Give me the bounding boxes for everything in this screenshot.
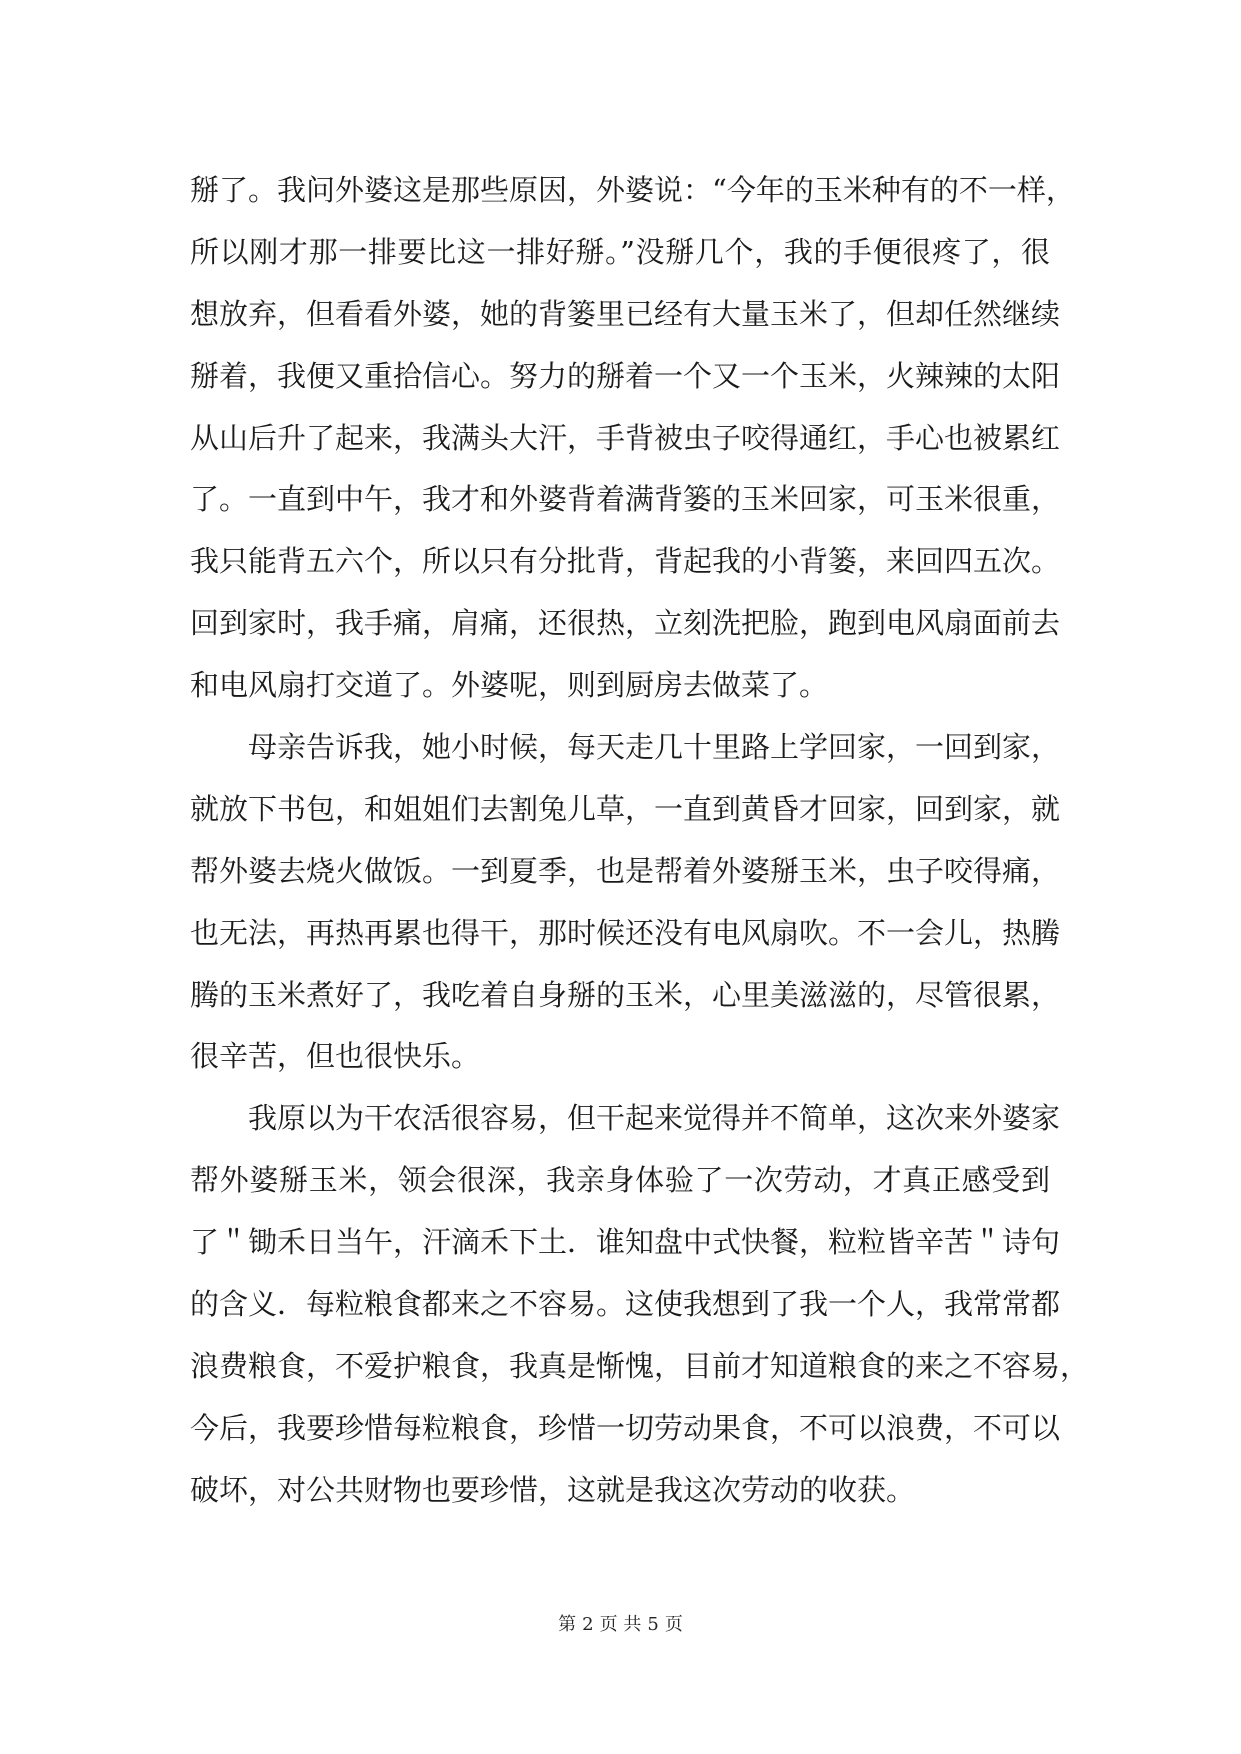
text-line: 很辛苦，但也很快乐。	[190, 1039, 481, 1074]
text-line: 我原以为干农活很容易，但干起来觉得并不简单，这次来外婆家	[248, 1101, 1061, 1136]
text-line: 破坏，对公共财物也要珍惜，这就是我这次劳动的收获。	[190, 1472, 916, 1507]
text-line: 和电风扇打交道了。外婆呢，则到厨房去做菜了。	[190, 668, 829, 703]
text-line: 也无法，再热再累也得干，那时候还没有电风扇吹。不一会儿，热腾	[190, 915, 1061, 950]
text-line: 掰着，我便又重拾信心。努力的掰着一个又一个玉米，火辣辣的太阳	[190, 358, 1061, 393]
footer-middle: 页 共	[599, 1614, 642, 1635]
text-line: 了。一直到中午，我才和外婆背着满背篓的玉米回家，可玉米很重，	[190, 482, 1061, 517]
text-line: 回到家时，我手痛，肩痛，还很热，立刻洗把脸，跑到电风扇面前去	[190, 606, 1061, 641]
text-line: 就放下书包，和姐姐们去割兔儿草，一直到黄昏才回家，回到家，就	[190, 791, 1061, 826]
text-line: 了＂锄禾日当午，汗滴禾下土．谁知盘中式快餐，粒粒皆辛苦＂诗句	[190, 1225, 1061, 1260]
text-line: 帮外婆掰玉米，领会很深，我亲身体验了一次劳动，才真正感受到	[190, 1163, 1050, 1198]
text-line: 想放弃，但看看外婆，她的背篓里已经有大量玉米了，但却任然继续	[190, 296, 1061, 331]
footer-prefix: 第	[558, 1614, 577, 1635]
text-line: 我只能背五六个，所以只有分批背，背起我的小背篓，来回四五次。	[190, 544, 1061, 579]
text-line: 今后，我要珍惜每粒粮食，珍惜一切劳动果食，不可以浪费，不可以	[190, 1410, 1061, 1445]
text-line: 帮外婆去烧火做饭。一到夏季，也是帮着外婆掰玉米，虫子咬得痛，	[190, 853, 1061, 888]
footer-suffix: 页	[664, 1614, 683, 1635]
page-footer	[0, 1610, 1241, 1636]
text-line: 掰了。我问外婆这是那些原因，外婆说：“今年的玉米种有的不一样，	[190, 173, 1075, 207]
text-line: 从山后升了起来，我满头大汗，手背被虫子咬得通红，手心也被累红	[190, 420, 1061, 455]
footer-current-page: 2	[582, 1614, 594, 1635]
footer-total-pages: 5	[647, 1614, 659, 1635]
text-line: 浪费粮食，不爱护粮食，我真是惭愧，目前才知道粮食的来之不容易，	[190, 1348, 1090, 1383]
text-line: 的含义．每粒粮食都来之不容易。这使我想到了我一个人，我常常都	[190, 1287, 1061, 1322]
body-text	[190, 160, 1090, 1522]
text-line: 母亲告诉我，她小时候，每天走几十里路上学回家，一回到家，	[248, 730, 1061, 765]
text-line: 腾的玉米煮好了，我吃着自身掰的玉米，心里美滋滋的，尽管很累，	[190, 977, 1061, 1012]
text-line: 所以刚才那一排要比这一排好掰。”没掰几个，我的手便很疼了，很	[190, 234, 1050, 269]
